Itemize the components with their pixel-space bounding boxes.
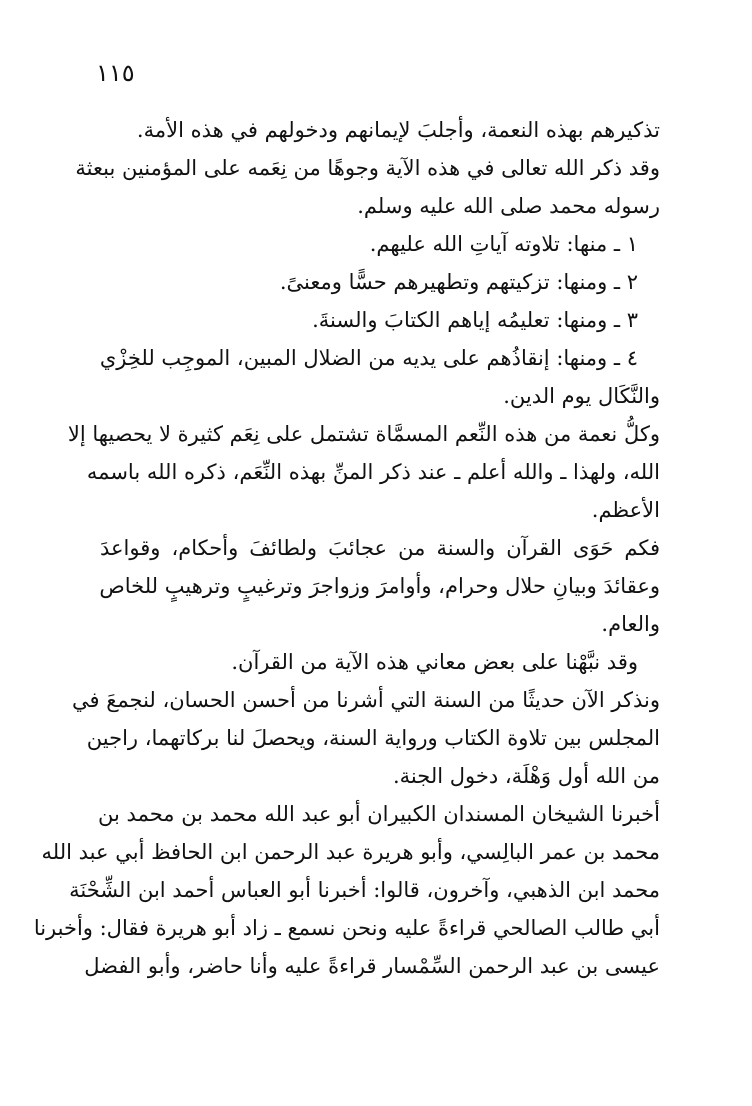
numbered-item: ٤ ـ ومنها: إنقاذُهم على يديه من الضلال المبين، الموجِب للخِزْي — [99, 346, 638, 370]
text-line: وعقائدَ وبيانِ حلال وحرام، وأوامرَ وزواجرَ وترغيبٍ وترهيبٍ للخاص — [99, 574, 660, 598]
text-line: والعام. — [601, 612, 660, 636]
text-line: ونذكر الآن حديثًا من السنة التي أشرنا من أحسن الحسان، لنجمعَ في — [71, 688, 660, 712]
text-line: رسوله محمد صلى الله عليه وسلم. — [357, 194, 660, 218]
text-line: عيسى بن عبد الرحمن السِّمْسار قراءةً عليه وأنا حاضر، وأبو الفضل — [84, 954, 660, 978]
text-line: أبي طالب الصالحي قراءةً عليه ونحن نسمع ـ زاد أبو هريرة فقال: وأخبرنا — [33, 916, 660, 940]
text-line: محمد ابن الذهبي، وآخرون، قالوا: أخبرنا أبو العباس أحمد ابن الشِّحْنَة — [69, 878, 660, 902]
text-line: المجلس بين تلاوة الكتاب ورواية السنة، ويحصلَ لنا بركاتهما، راجين — [86, 726, 660, 750]
numbered-item: ٣ ـ ومنها: تعليمُه إياهم الكتابَ والسنةَ. — [312, 308, 638, 332]
text-line: وقد ذكر الله تعالى في هذه الآية وجوهًا من نِعَمه على المؤمنين ببعثة — [75, 156, 660, 180]
text-line: من الله أول وَهْلَة، دخول الجنة. — [393, 764, 660, 788]
page-body — [33, 112, 660, 986]
text-line: فكم حَوَى القرآن والسنة من عجائبَ ولطائفَ وأحكام، وقواعدَ — [100, 536, 660, 560]
text-line: تذكيرهم بهذه النعمة، وأجلبَ لإيمانهم ودخولهم في هذه الأمة. — [136, 118, 660, 142]
text-line: أخبرنا الشيخان المسندان الكبيران أبو عبد الله محمد بن محمد بن — [98, 802, 660, 826]
numbered-item: ١ ـ منها: تلاوته آياتِ الله عليهم. — [369, 232, 638, 256]
text-line: الله، ولهذا ـ والله أعلم ـ عند ذكر المنِّ بهذه النِّعَم، ذكره الله باسمه — [86, 460, 660, 484]
text-line: محمد بن عمر البالِسي، وأبو هريرة عبد الرحمن ابن الحافظ أبي عبد الله — [41, 840, 660, 864]
numbered-item: ٢ ـ ومنها: تزكيتهم وتطهيرهم حسًّا ومعنىً. — [279, 270, 638, 294]
text-line: والنَّكَال يوم الدين. — [503, 384, 660, 408]
page-number: ١١٥ — [96, 59, 135, 87]
text-line: الأعظم. — [591, 498, 660, 522]
text-line: وقد نبَّهْنا على بعض معاني هذه الآية من القرآن. — [231, 650, 638, 674]
text-line: وكلُّ نعمة من هذه النِّعم المسمَّاة تشتمل على نِعَم كثيرة لا يحصيها إلا — [67, 422, 660, 446]
